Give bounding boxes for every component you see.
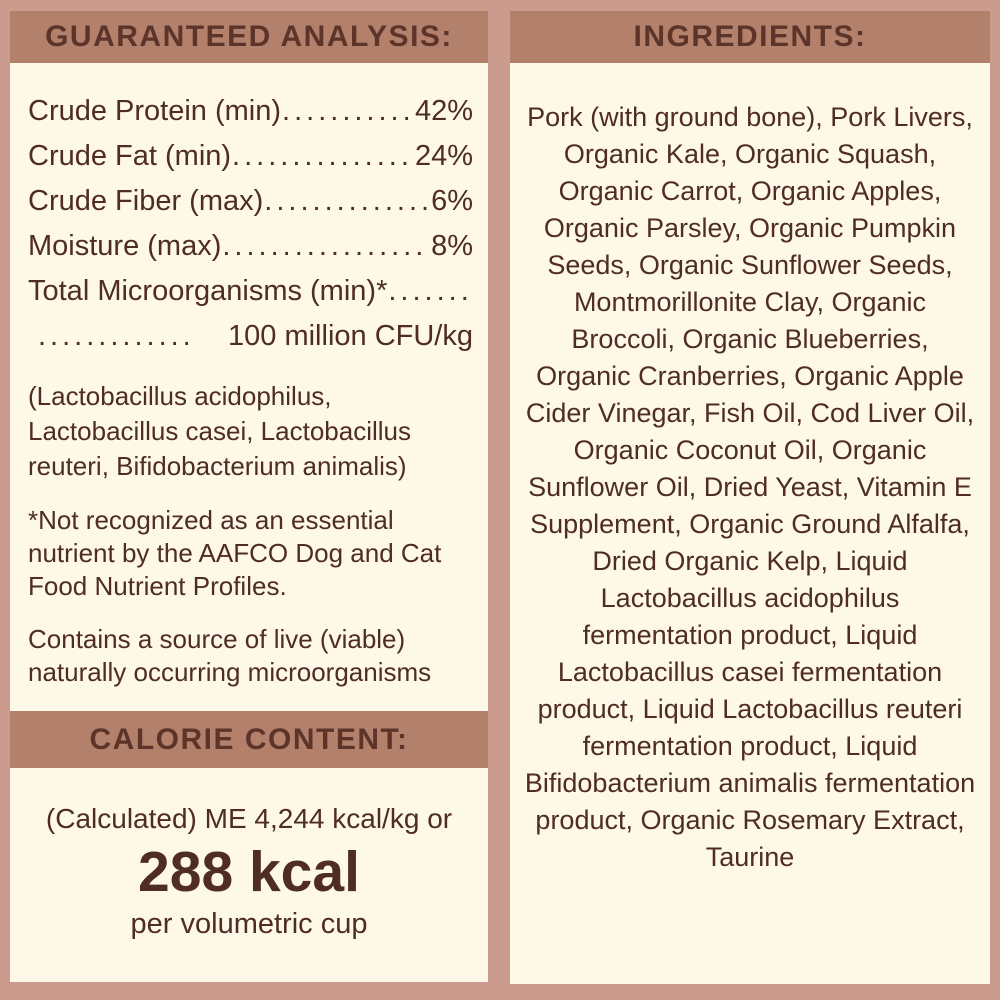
dot-leader [388, 275, 472, 308]
microorganisms-value: 100 million CFU/kg [228, 320, 473, 352]
probiotic-species-note: (Lactobacillus acidophilus, Lactobacillus casei, Lactobacillus reuteri, Bifidobacterium animalis) [28, 381, 411, 481]
live-microorganisms-note: Contains a source of live (viable) naturally occurring microorganisms [28, 624, 432, 687]
analysis-label: Moisture (max) [28, 230, 222, 262]
analysis-value: 42% [414, 95, 473, 127]
analysis-row-microorganisms [28, 275, 473, 320]
calorie-kcal-value: 288 kcal [138, 840, 360, 904]
guaranteed-analysis-body [10, 63, 488, 711]
guaranteed-analysis-panel [10, 11, 488, 984]
guaranteed-analysis-title: GUARANTEED ANALYSIS: [10, 11, 488, 63]
ingredients-panel [510, 11, 990, 984]
calorie-unit-note: per volumetric cup [130, 908, 368, 940]
analysis-value: 24% [414, 140, 473, 172]
dot-leader [232, 140, 414, 173]
analysis-row-crude-protein [28, 95, 473, 140]
analysis-label: Total Microorganisms (min)* [28, 275, 388, 307]
analysis-row-crude-fiber [28, 185, 473, 230]
ingredients-body [510, 63, 990, 984]
analysis-value: 6% [431, 185, 473, 217]
analysis-row-moisture [28, 230, 473, 275]
analysis-label: Crude Fat (min) [28, 140, 232, 172]
analysis-label: Crude Protein (min) [28, 95, 282, 127]
ingredients-list: Pork (with ground bone), Pork Livers, Organic Kale, Organic Squash, Organic Carrot, Organic Apples, Organic Parsley, Organic Pumpkin Seeds, Organic Sunflower Seeds, Montmorillonite Clay, Organic Broccoli, Organic Blueberries, Organic Cranberries, Organic Apple Cider Vinegar, Fish Oil, Cod Liver Oil, Organic Coconut Oil, Organic Sunflower Oil, Dried Yeast, Vitamin E Supplement, Organic Ground Alfalfa, Dried Organic Kelp, Liquid Lactobacillus acidophilus fermentation product, Liquid Lactobacillus casei fermentation product, Liquid Lactobacillus reuteri fermentation product, Liquid Bifidobacterium animalis fermentation product, Organic Rosemary Extract, Taurine [524, 102, 976, 872]
calorie-content-title: CALORIE CONTENT: [10, 711, 488, 768]
calorie-kcal-per-kg: (Calculated) ME 4,244 kcal/kg or [45, 803, 453, 834]
ingredients-title: INGREDIENTS: [510, 11, 990, 63]
dot-leader [282, 95, 414, 128]
analysis-row-microorganisms-value [28, 320, 473, 365]
dot-leader [264, 185, 430, 218]
analysis-row-crude-fat [28, 140, 473, 185]
analysis-label: Crude Fiber (max) [28, 185, 264, 217]
aafco-footnote: *Not recognized as an essential nutrient by the AAFCO Dog and Cat Food Nutrient Profiles. [28, 505, 442, 601]
analysis-value: 8% [431, 230, 473, 262]
dot-leader [38, 320, 188, 353]
dot-leader [222, 230, 430, 263]
calorie-content-body [10, 768, 488, 982]
